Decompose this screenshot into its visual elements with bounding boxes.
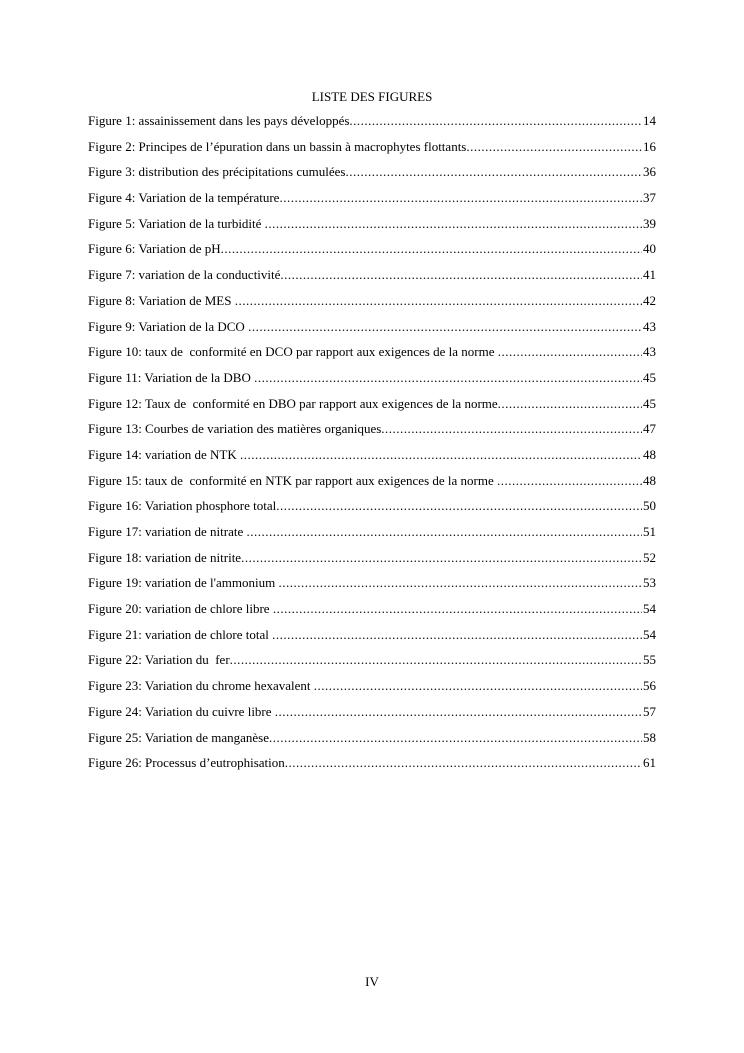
dot-leader	[275, 703, 642, 721]
figure-list	[88, 112, 656, 780]
figure-entry-page: 45	[643, 395, 656, 411]
figure-entry-13[interactable]	[88, 420, 656, 446]
figure-entry-label: Figure 2: Principes de l’épuration dans un bassin à macrophytes flottants	[88, 138, 467, 154]
figure-entry-page: 39	[643, 215, 656, 231]
figure-entry-page: 47	[643, 421, 656, 437]
figure-entry-label: Figure 7: variation de la conductivité	[88, 267, 281, 283]
figure-entry-20[interactable]	[88, 600, 656, 626]
figure-entry-6[interactable]	[88, 240, 656, 266]
dot-leader	[466, 138, 642, 156]
figure-entry-page: 48	[643, 446, 656, 462]
figure-entry-label: Figure 12: Taux de conformité en DBO par rapport aux exigences de la norme	[88, 395, 498, 411]
figure-entry-page: 58	[643, 729, 656, 745]
dot-leader	[269, 729, 642, 747]
dot-leader	[246, 523, 642, 541]
figure-entry-label: Figure 18: variation de nitrite	[88, 549, 242, 565]
figure-entry-12[interactable]	[88, 395, 656, 421]
figure-entry-label: Figure 9: Variation de la DCO	[88, 318, 249, 334]
figure-entry-page: 57	[643, 703, 656, 719]
figure-entry-page: 48	[643, 472, 656, 488]
figure-entry-14[interactable]	[88, 446, 656, 472]
figure-entry-page: 16	[643, 138, 656, 154]
figure-entry-21[interactable]	[88, 626, 656, 652]
dot-leader	[273, 600, 642, 618]
figure-entry-label: Figure 23: Variation du chrome hexavalent	[88, 678, 314, 694]
dot-leader	[265, 215, 642, 233]
dot-leader	[235, 292, 642, 310]
figure-entry-24[interactable]	[88, 703, 656, 729]
figure-entry-label: Figure 5: Variation de la turbidité	[88, 215, 265, 231]
dot-leader	[278, 574, 642, 592]
figure-entry-page: 14	[643, 113, 656, 128]
figure-entry-15[interactable]	[88, 472, 656, 498]
dot-leader	[221, 240, 642, 258]
figure-entry-4[interactable]	[88, 189, 656, 215]
dot-leader	[498, 343, 642, 361]
figure-entry-page: 55	[643, 652, 656, 668]
figure-entry-label: Figure 11: Variation de la DBO	[88, 369, 255, 385]
dot-leader	[272, 626, 642, 644]
figure-entry-page: 51	[643, 524, 656, 539]
dot-leader	[240, 446, 642, 464]
figure-entry-label: Figure 3: distribution des précipitations cumulées	[88, 164, 346, 180]
figure-entry-7[interactable]	[88, 266, 656, 292]
figure-entry-page: 43	[643, 318, 656, 334]
figure-entry-label: Figure 20: variation de chlore libre	[88, 601, 273, 617]
figure-entry-label: Figure 16: Variation phosphore total	[88, 498, 277, 514]
figure-entry-page: 37	[643, 190, 656, 206]
figure-entry-label: Figure 26: Processus d’eutrophisation	[88, 755, 285, 771]
page-number: IV	[365, 974, 379, 989]
dot-leader	[280, 266, 642, 284]
figure-entry-page: 54	[643, 601, 656, 617]
dot-leader	[497, 472, 642, 490]
figure-entry-page: 40	[643, 241, 656, 257]
dot-leader	[254, 369, 642, 387]
figure-entry-page: 52	[643, 549, 656, 565]
dot-leader	[498, 395, 642, 413]
figure-entry-18[interactable]	[88, 549, 656, 575]
figure-entry-page: 41	[643, 267, 656, 283]
figure-entry-1[interactable]	[88, 112, 656, 138]
dot-leader	[314, 677, 642, 695]
figure-entry-page: 43	[643, 344, 656, 360]
figure-entry-label: Figure 19: variation de l'ammonium	[88, 575, 279, 591]
figure-entry-label: Figure 6: Variation de pH	[88, 241, 221, 257]
figure-entry-label: Figure 25: Variation de manganèse	[88, 729, 269, 745]
figure-entry-page: 56	[643, 678, 656, 694]
figure-entry-page: 50	[643, 498, 656, 514]
figure-entry-page: 53	[643, 575, 656, 591]
figure-entry-25[interactable]	[88, 729, 656, 755]
figure-entry-label: Figure 13: Courbes de variation des matières organiques	[88, 421, 382, 437]
figure-entry-5[interactable]	[88, 215, 656, 241]
dot-leader	[241, 549, 642, 567]
figure-entry-26[interactable]	[88, 754, 656, 780]
figure-entry-label: Figure 4: Variation de la température	[88, 190, 280, 206]
figure-entry-9[interactable]	[88, 318, 656, 344]
dot-leader	[248, 318, 642, 336]
figure-entry-10[interactable]	[88, 343, 656, 369]
figure-entry-3[interactable]	[88, 163, 656, 189]
figure-entry-17[interactable]	[88, 523, 656, 549]
figure-entry-label: Figure 10: taux de conformité en DCO par rapport aux exigences de la norme	[88, 344, 498, 360]
figure-entry-label: Figure 14: variation de NTK	[88, 446, 240, 462]
figure-entry-19[interactable]	[88, 574, 656, 600]
list-title: LISTE DES FIGURES	[311, 89, 433, 104]
figure-entry-2[interactable]	[88, 138, 656, 164]
figure-entry-page: 54	[643, 626, 656, 642]
figure-entry-8[interactable]	[88, 292, 656, 318]
dot-leader	[230, 651, 642, 669]
figure-entry-label: Figure 22: Variation du fer	[88, 652, 230, 668]
figure-entry-page: 42	[643, 292, 656, 308]
figure-entry-page: 45	[643, 369, 656, 385]
dot-leader	[285, 754, 642, 772]
figure-entry-16[interactable]	[88, 497, 656, 523]
dot-leader	[345, 163, 642, 181]
figure-entry-label: Figure 8: Variation de MES	[88, 292, 235, 308]
figure-entry-23[interactable]	[88, 677, 656, 703]
figure-entry-22[interactable]	[88, 651, 656, 677]
figure-entry-label: Figure 17: variation de nitrate	[88, 524, 247, 539]
dot-leader	[279, 189, 642, 207]
dot-leader	[276, 497, 642, 515]
figure-entry-page: 61	[643, 755, 656, 771]
figure-entry-label: Figure 21: variation de chlore total	[88, 626, 273, 642]
figure-entry-label: Figure 15: taux de conformité en NTK par rapport aux exigences de la norme	[88, 472, 497, 488]
figure-entry-label: Figure 1: assainissement dans les pays développés	[88, 113, 350, 128]
figure-entry-11[interactable]	[88, 369, 656, 395]
dot-leader	[349, 112, 642, 130]
figure-entry-page: 36	[643, 164, 656, 180]
figure-entry-label: Figure 24: Variation du cuivre libre	[88, 703, 275, 719]
dot-leader	[381, 420, 642, 438]
